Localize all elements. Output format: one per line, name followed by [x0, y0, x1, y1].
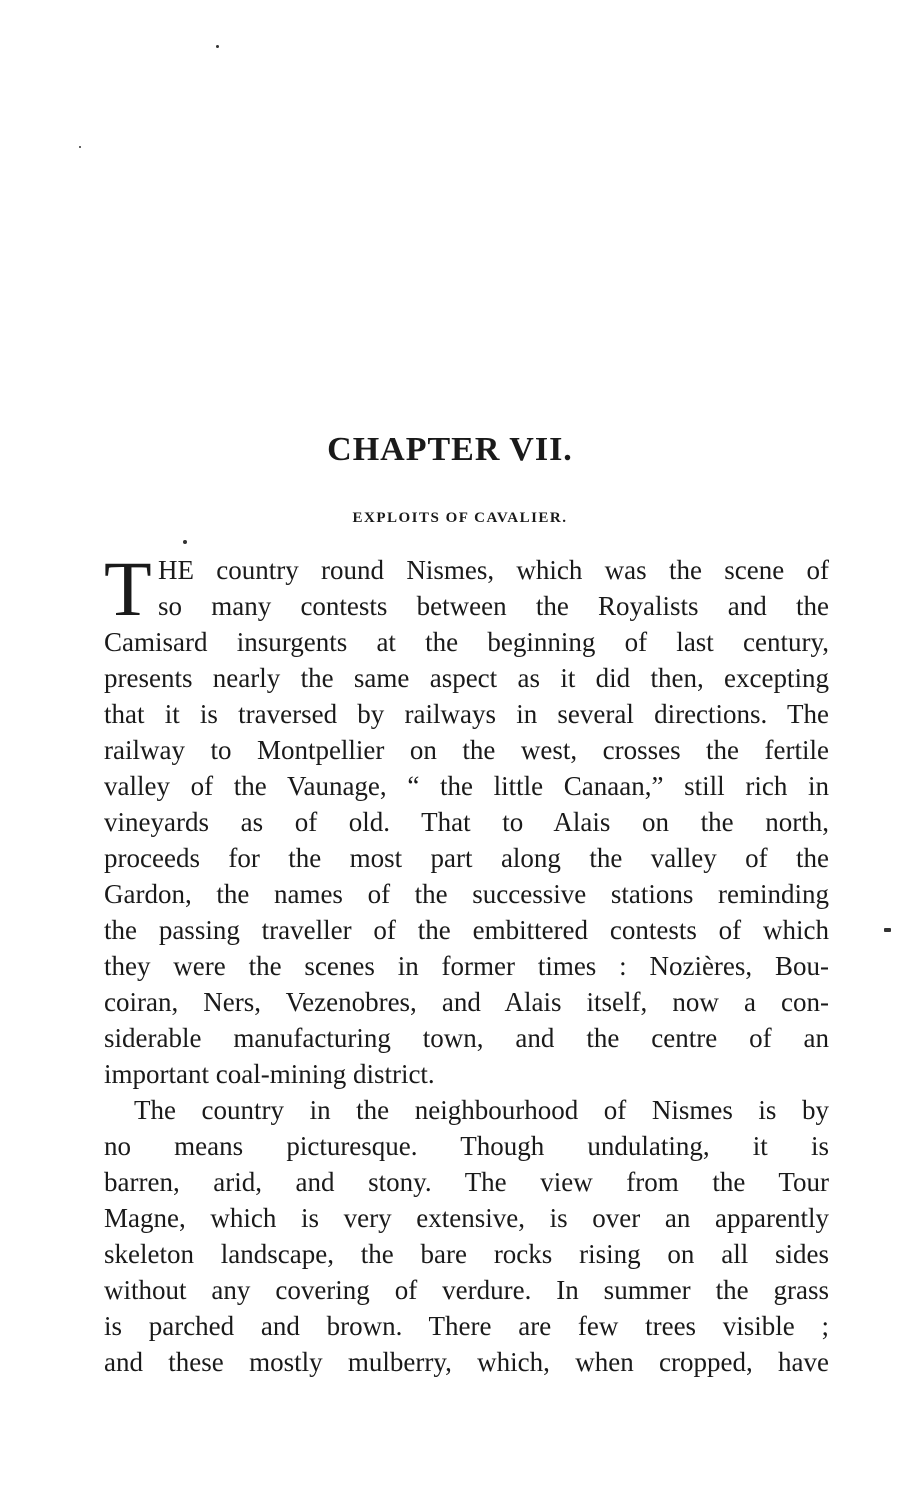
text-line: valley of the Vaunage, “ the little Canaan,” still rich in	[104, 771, 829, 801]
text-line: Gardon, the names of the successive stations reminding	[104, 879, 829, 909]
ink-speck	[79, 146, 81, 148]
text-line: vineyards as of old. That to Alais on the north,	[104, 807, 829, 837]
text-line: skeleton landscape, the bare rocks rising on all sides	[104, 1239, 829, 1269]
text-line: without any covering of verdure. In summer the grass	[104, 1275, 829, 1305]
drop-cap: T	[104, 545, 152, 632]
text-line: railway to Montpellier on the west, crosses the fertile	[104, 735, 829, 765]
ink-speck	[216, 45, 219, 48]
text-line: HE country round Nismes, which was the scene of	[158, 555, 829, 585]
text-line: proceeds for the most part along the valley of the	[104, 843, 829, 873]
text-line: The country in the neighbourhood of Nismes is by	[134, 1095, 829, 1125]
chapter-subtitle: EXPLOITS OF CAVALIER.	[352, 510, 568, 526]
text-line: Camisard insurgents at the beginning of last century,	[104, 627, 829, 657]
chapter-title: CHAPTER VII.	[327, 431, 573, 468]
text-line: is parched and brown. There are few trees visible ;	[104, 1311, 829, 1341]
ink-speck	[884, 928, 891, 932]
text-line: Magne, which is very extensive, is over an apparently	[104, 1203, 829, 1233]
text-line: they were the scenes in former times : Nozières, Bou-	[104, 951, 829, 981]
text-line: and these mostly mulberry, which, when cropped, have	[104, 1347, 829, 1377]
text-line: siderable manufacturing town, and the centre of an	[104, 1023, 829, 1053]
text-line: the passing traveller of the embittered contests of which	[104, 915, 829, 945]
text-line: no means picturesque. Though undulating, it is	[104, 1131, 829, 1161]
text-line: barren, arid, and stony. The view from the Tour	[104, 1167, 829, 1197]
body-text	[104, 545, 829, 1380]
ink-speck	[183, 540, 187, 544]
text-line: that it is traversed by railways in several directions. The	[104, 699, 829, 729]
text-line: so many contests between the Royalists and the	[158, 591, 829, 621]
text-line: important coal-mining district.	[104, 1059, 435, 1089]
text-line: coiran, Ners, Vezenobres, and Alais itself, now a con-	[104, 987, 829, 1017]
text-line: presents nearly the same aspect as it did then, excepting	[104, 663, 829, 693]
